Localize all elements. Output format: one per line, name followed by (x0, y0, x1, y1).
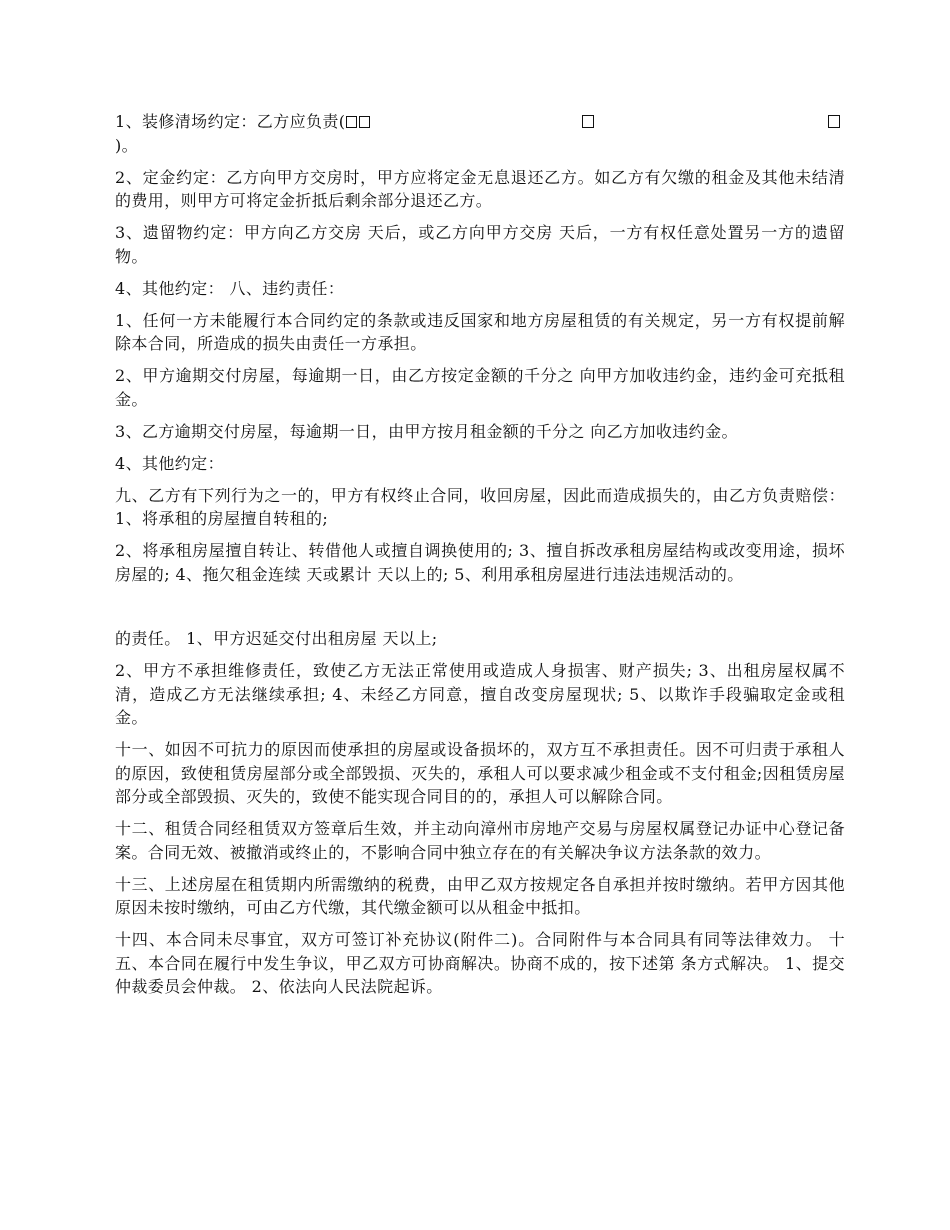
clause-1-end: )。 (115, 135, 139, 155)
paragraph: 2、将承租房屋擅自转让、转借他人或擅自调换使用的; 3、擅自拆改承租房屋结构或改变用途，损坏房屋的; 4、拖欠租金连续 天或累计 天以上的; 5、利用承租房屋进行违法违规活动的。 (115, 541, 845, 584)
paragraph: 2、甲方不承担维修责任，致使乙方无法正常使用或造成人身损害、财产损失; 3、出租房屋权属不清，造成乙方无法继续承担; 4、未经乙方同意，擅自改变房屋现状; 5、以欺诈手段骗取定金或租金。 (115, 661, 845, 727)
paragraph: 十三、上述房屋在租赁期内所需缴纳的税费，由甲乙双方按规定各自承担并按时缴纳。若甲方因其他原因未按时缴纳，可由乙方代缴，其代缴金额可以从租金中抵扣。 (115, 874, 845, 917)
paragraph: 1、任何一方未能履行本合同约定的条款或违反国家和地方房屋租赁的有关规定，另一方有权提前解除本合同，所造成的损失由责任一方承担。 (115, 310, 845, 353)
paragraph: 十四、本合同未尽事宜，双方可签订补充协议(附件二)。合同附件与本合同具有同等法律效力。 十五、本合同在履行中发生争议，甲乙双方可协商解决。协商不成的，按下述第 条方式解决。 1、提交 仲裁委员会仲裁。 2、依法向人民法院起诉。 (115, 930, 845, 996)
paragraph: 2、甲方逾期交付房屋，每逾期一日，由乙方按定金额的千分之 向甲方加收违约金，违约金可充抵租金。 (115, 366, 845, 409)
blank-box-icon (359, 116, 370, 128)
paragraph: 的责任。 1、甲方迟延交付出租房屋 天以上; (115, 629, 438, 648)
paragraph: 2、定金约定：乙方向甲方交房时，甲方应将定金无息退还乙方。如乙方有欠缴的租金及其他未结清的费用，则甲方可将定金折抵后剩余部分退还乙方。 (115, 167, 845, 210)
blank-box-icon (582, 115, 594, 128)
blank-box-icon (346, 116, 357, 128)
paragraph: 3、乙方逾期交付房屋，每逾期一日，由甲方按月租金额的千分之 向乙方加收违约金。 (115, 421, 738, 441)
clause-1-text: 1、装修清场约定：乙方应负责( (115, 112, 346, 131)
document-page (115, 110, 845, 999)
paragraph: 4、其他约定： 八、违约责任： (115, 278, 345, 298)
blank-box-icon (828, 115, 840, 128)
paragraph: 3、遗留物约定：甲方向乙方交房 天后，或乙方向甲方交房 天后，一方有权任意处置另一方的遗留物。 (115, 223, 845, 266)
clause-1-line (115, 110, 845, 134)
paragraph: 4、其他约定： (115, 453, 224, 473)
paragraph: 十二、租赁合同经租赁双方签章后生效，并主动向漳州市房地产交易与房屋权属登记办证中心登记备案。合同无效、被撤消或终止的，不影响合同中独立存在的有关解决争议方法条款的效力。 (115, 819, 845, 862)
paragraph: 十一、如因不可抗力的原因而使承担的房屋或设备损坏的，双方互不承担责任。因不可归责于承租人的原因，致使租赁房屋部分或全部毁损、灭失的，承租人可以要求减少租金或不支付租金;因租赁房屋部分或全部毁损、灭失的，致使不能实现合同目的的，承担人可以解除合同。 (115, 740, 845, 806)
paragraph: 九、乙方有下列行为之一的，甲方有权终止合同，收回房屋，因此而造成损失的，由乙方负责赔偿： 1、将承租的房屋擅自转租的; (115, 485, 845, 528)
